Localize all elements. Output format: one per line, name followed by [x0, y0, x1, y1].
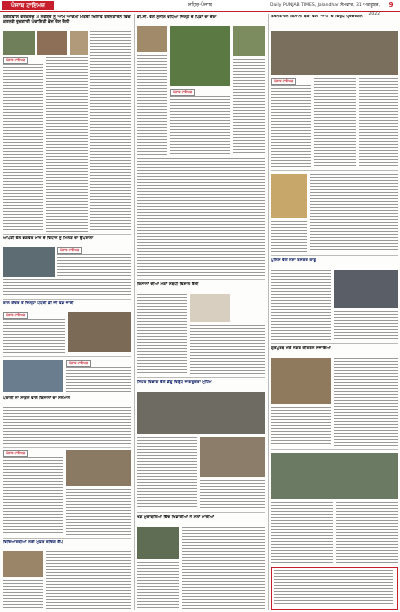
headline-1: ਕੰਗਣਵਾਲ ਵਰਕਰਜ਼ 3 ਨਵੰਬਰ ਨੂੰ ਆਮ ਆਦਮੀ ਮੰਤਰੀ ਖਿਲਾਫ ਤਰਨਤਾਰਨ ਵਿਚ ਕਰਨਗੇ ਰੁਜ਼ਗਾਰੀ ਪੰਚਾਇਤੀ ਭੇਜ ਰੋਸ ਰੈਲੀ	[3, 15, 131, 25]
news-photo-11	[233, 26, 265, 56]
headline-12: ਗੁਰਪੁਰਬ ਮੌਕੇ ਨਗਰ ਕੀਰਤਨ ਸਜਾਇਆ	[271, 346, 331, 350]
article-text-column	[182, 527, 265, 609]
divider	[3, 538, 131, 539]
byline-tag: ਪੰਜਾਬ ਟਾਇਮਜ਼	[66, 360, 91, 367]
headline-7: ਪਰਾਲੀ ਨਾ ਸਾੜਨ ਵਾਲੇ ਕਿਸਾਨਾਂ ਦਾ ਸਨਮਾਨ	[3, 396, 71, 400]
news-photo-6	[3, 360, 63, 392]
article-text-column	[271, 502, 333, 564]
headline-6: ਕਿਸਾਨਾਂ ਦੀਆਂ ਮੰਗਾਂ ਸਬੰਧੀ ਵਿਸ਼ਾਲ ਰੈਲੀ	[137, 282, 199, 286]
news-photo-5	[68, 312, 131, 352]
article-text-column	[271, 270, 331, 340]
article-text-column	[3, 407, 131, 445]
news-photo-4	[3, 247, 55, 277]
article-text-column	[190, 325, 265, 374]
column-divider	[268, 14, 269, 610]
news-photo-3	[70, 31, 88, 55]
article-text-column	[137, 55, 167, 155]
article-text-column	[137, 158, 265, 276]
article-text-column	[359, 78, 398, 167]
dateline: Daily PUNJAB TIMES, Jalandhar ਸੋਮਵਾਰ, 31 ਅਕਤੂਬਰ, 2022	[270, 3, 380, 17]
byline-tag: ਪੰਜਾਬ ਟਾਇਮਜ਼	[170, 89, 195, 96]
article-text-column	[57, 254, 131, 277]
masthead-logo: ਪੰਜਾਬ ਟਾਇਮਜ਼	[2, 1, 54, 10]
article-text-column	[271, 85, 311, 167]
byline-tag: ਪੰਜਾਬ ਟਾਇਮਜ਼	[57, 247, 82, 254]
article-text-column	[334, 358, 398, 446]
divider	[271, 449, 398, 450]
news-photo-2	[37, 31, 67, 55]
headline-8: ਸਿਹਤ ਵਿਭਾਗ ਵੱਲੋਂ ਡੇਂਗੂ ਵਿਰੁੱਧ ਜਾਗਰੂਕਤਾ ਮੁਹਿੰਮ	[137, 380, 212, 384]
headline-2: ਡੀ.ਸੀ. ਵੱਲੋਂ ਸੁਨੀਲ ਵਧਿਆ ਜਿਲ੍ਹੇ ਦੇ ਪਿੰਡਾਂ ਦਾ ਦੌਰਾ	[137, 15, 217, 19]
article-text-column	[137, 562, 179, 609]
news-photo-16	[271, 31, 398, 75]
article-text-column	[3, 319, 65, 353]
article-text-column	[66, 489, 131, 535]
headline-3: ਤਰਨਤਾਰਨ ਕਿਸਾਨੀ ਬੈਂਕਾਂ ਵਲੋਂ 'ਆਪ' ਦੇ ਵਿਰੁੱਧ ਪ੍ਰਦਰਸ਼ਨ	[271, 15, 363, 19]
divider	[3, 299, 131, 300]
divider	[271, 170, 398, 171]
headline-10: ਖੇਡ ਮੁਕਾਬਲਿਆਂ ਵਿੱਚ ਖਿਡਾਰੀਆਂ ਨੇ ਮੱਲਾਂ ਮਾਰੀਆਂ	[137, 515, 215, 519]
news-photo-13	[137, 392, 265, 434]
article-text-column	[90, 31, 131, 232]
article-text-column	[137, 294, 187, 374]
article-text-column	[137, 437, 197, 509]
news-photo-9	[137, 26, 167, 52]
article-text-column	[336, 502, 398, 564]
edition-label: ਸ਼ਹਿਰ-ਪੰਜਾਬ	[188, 2, 212, 8]
news-photo-10	[170, 26, 230, 86]
portrait-photo	[271, 174, 307, 218]
divider	[137, 377, 265, 378]
news-photo-8	[3, 551, 43, 577]
article-text-column	[271, 407, 331, 446]
article-text-column	[200, 480, 265, 509]
article-text-column	[310, 174, 398, 252]
news-photo-19	[271, 453, 398, 499]
news-photo-12	[190, 294, 230, 322]
byline-tag: ਪੰਜਾਬ ਟਾਇਮਜ਼	[3, 312, 28, 319]
headline-9: ਵਿਦਿਆਰਥੀਆਂ ਲਈ ਮੁਫ਼ਤ ਕੋਚਿੰਗ ਕੈਂਪ	[3, 540, 63, 544]
divider	[3, 447, 131, 448]
article-text-column	[46, 551, 131, 609]
article-text-column	[271, 221, 307, 252]
article-text-column	[3, 279, 131, 297]
byline-tag: ਪੰਜਾਬ ਟਾਇਮਜ਼	[3, 57, 28, 64]
page-number: 9	[388, 1, 394, 9]
news-photo-1	[3, 31, 35, 55]
divider	[271, 343, 398, 344]
divider	[3, 356, 131, 357]
article-text-column	[314, 78, 356, 167]
article-text-column	[3, 457, 63, 535]
article-text-column	[334, 311, 398, 340]
column-divider	[134, 14, 135, 610]
news-photo-14	[200, 437, 265, 477]
article-text-column	[233, 59, 265, 155]
divider	[271, 255, 398, 256]
divider	[137, 512, 265, 513]
article-text-column	[3, 580, 43, 609]
divider	[3, 234, 131, 235]
headline-5: ਕਾਲ ਕੇਂਦਰ ਤੋਂ ਜ਼ਿਲ੍ਹਾ ਪੱਧਰੀ ਡੀ ਜੀ ਫੰਡ ਜਾਰੀ	[3, 301, 74, 305]
news-photo-18	[271, 358, 331, 404]
article-text-column	[3, 64, 43, 232]
article-text-column	[170, 96, 230, 155]
byline-tag: ਪੰਜਾਬ ਟਾਇਮਜ਼	[271, 78, 296, 85]
headline-11: ਪੁਲਿਸ ਵੱਲੋਂ ਨਸ਼ਾ ਤਸਕਰ ਕਾਬੂ	[271, 258, 317, 262]
byline-tag: ਪੰਜਾਬ ਟਾਇਮਜ਼	[3, 450, 28, 457]
news-photo-7	[66, 450, 131, 486]
article-text-column	[46, 57, 88, 232]
news-photo-15	[137, 527, 179, 559]
headline-4: ਆਪਣੀ ਵੱਲ ਭਗਵੰਤ ਮਾਨ ਦੇ ਵਿਧਾਨ ਨੂੰ ਮਿਲਣ ਦਾ ਉਪਰਾਲਾ	[3, 236, 94, 240]
news-photo-17	[334, 270, 398, 308]
article-text-column	[274, 570, 393, 605]
article-text-column	[66, 367, 131, 393]
divider	[137, 279, 265, 280]
